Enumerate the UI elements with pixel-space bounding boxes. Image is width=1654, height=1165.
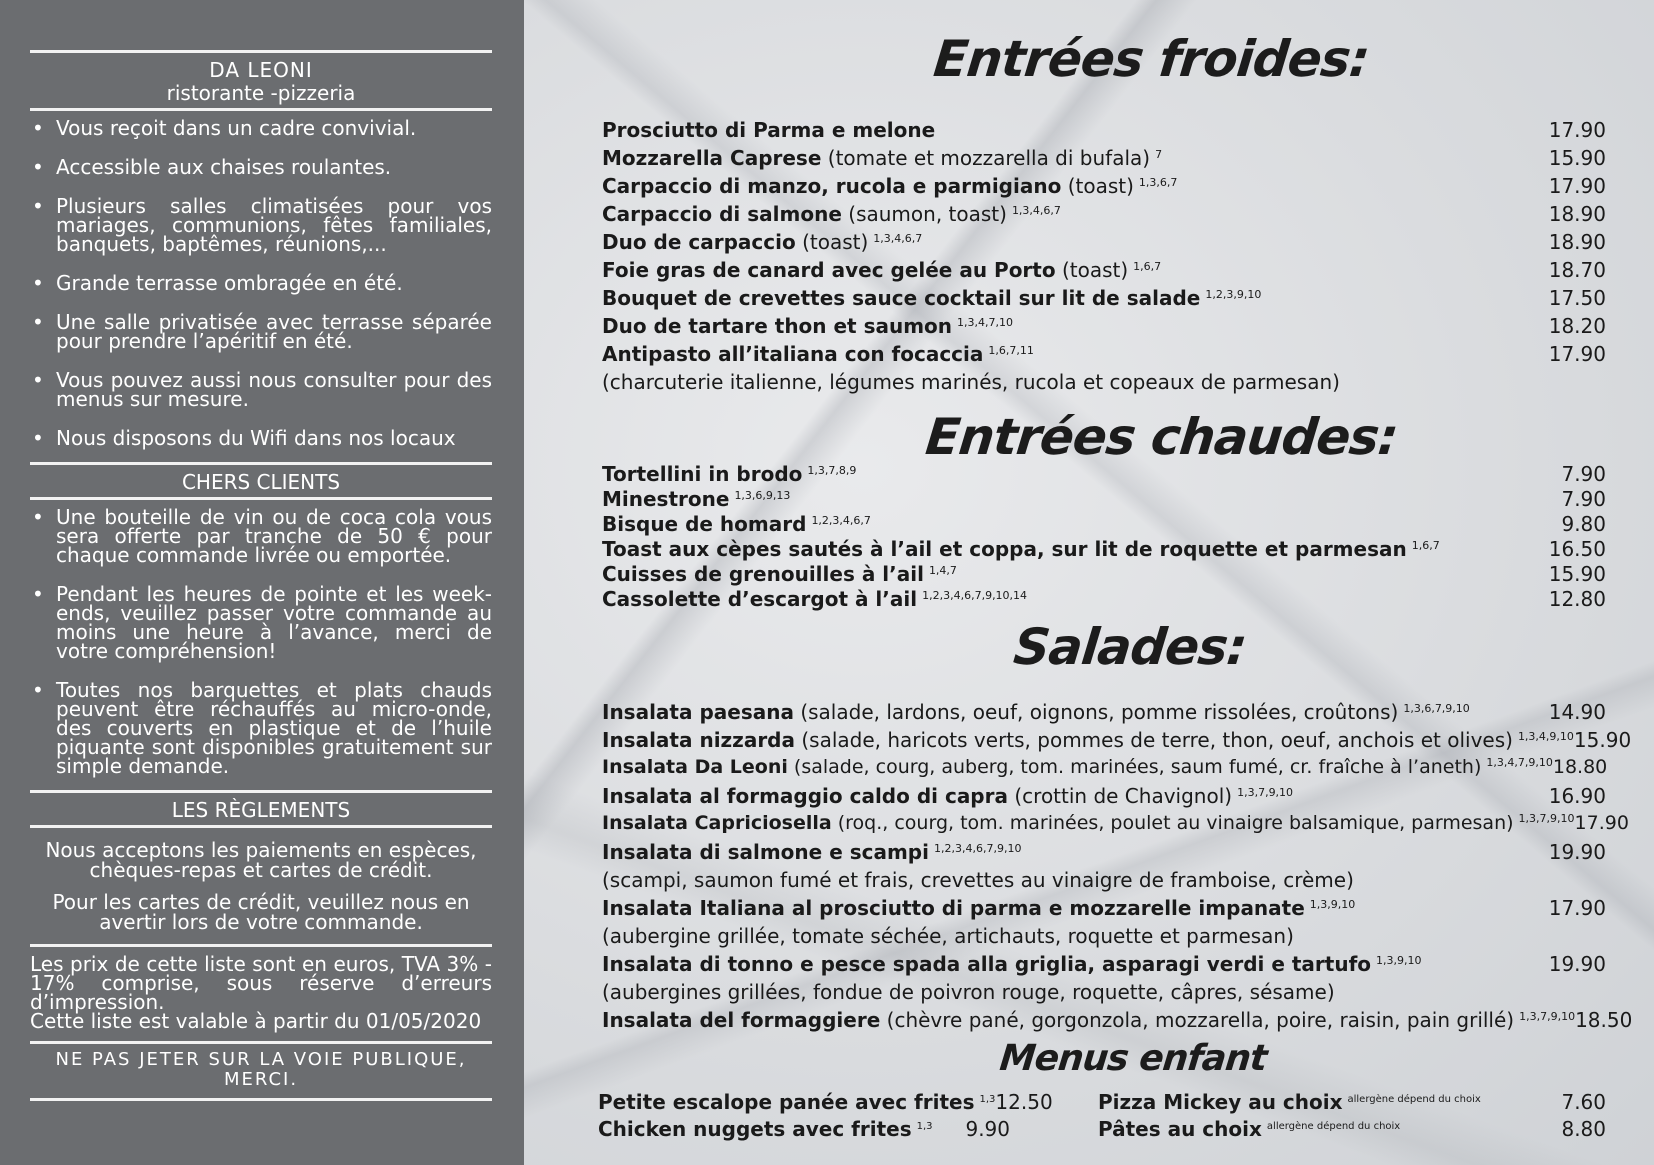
item-desc: (roq., courg, tom. marinées, poulet au vinaigre balsamique, parmesan) xyxy=(837,812,1514,834)
allergens: 1,3,9,10 xyxy=(1309,898,1356,911)
item-price: 15.90 xyxy=(1548,146,1606,170)
item-name: Cassolette d’escargot à l’ail xyxy=(602,587,918,611)
item-price: 7.90 xyxy=(1561,462,1606,486)
item-name: Insalata paesana xyxy=(602,700,794,724)
allergens: 1,3,7,9,10 xyxy=(1519,1010,1576,1023)
menu-item xyxy=(602,342,1606,366)
item-price: 18.20 xyxy=(1548,314,1606,338)
item-name: Carpaccio di salmone xyxy=(602,202,842,226)
menu-item xyxy=(602,784,1606,808)
item-note: (scampi, saumon fumé et frais, crevettes au vinaigre de framboise, crème) xyxy=(602,868,1354,892)
list-item: • Toutes nos barquettes et plats chauds peuvent être réchauffés au micro-onde, des couverts en plastique et de l’huile piquante sont disponibles gratuitement sur simple demande. xyxy=(30,681,492,776)
menu-item xyxy=(602,314,1606,338)
clients-title: CHERS CLIENTS xyxy=(181,470,341,494)
list-item: • Accessible aux chaises roulantes. xyxy=(30,158,492,177)
item-desc: (salade, haricots verts, pommes de terre, thon, oeuf, anchois et olives) xyxy=(801,728,1513,752)
allergens: allergène dépend du choix xyxy=(1266,1121,1401,1132)
menu-item xyxy=(602,756,1606,778)
item-name: Pizza Mickey au choix xyxy=(1098,1090,1343,1114)
allergens: 1,3,7,9,10 xyxy=(1237,786,1294,799)
allergens: 1,3,4,7,9,10 xyxy=(1486,756,1553,769)
allergens: 1,3,4,6,7 xyxy=(873,232,923,245)
allergens: 1,3,7,9,10 xyxy=(1518,812,1575,825)
rules-title: LES RÈGLEMENTS xyxy=(171,798,351,822)
item-price: 19.90 xyxy=(1548,952,1606,976)
item-price: 18.70 xyxy=(1548,258,1606,282)
allergens: 1,2,3,9,10 xyxy=(1205,288,1262,301)
item-price: 17.50 xyxy=(1548,286,1606,310)
item-name: Bisque de homard xyxy=(602,512,807,536)
allergens: 1,6,7,11 xyxy=(988,344,1034,357)
menu-item xyxy=(602,258,1606,282)
allergens: allergène dépend du choix xyxy=(1347,1094,1481,1105)
item-name: Insalata al formaggio caldo di capra xyxy=(602,784,1008,808)
item-desc: (salade, courg, auberg, tom. marinées, saum fumé, cr. fraîche à l’aneth) xyxy=(793,756,1482,778)
item-name: Prosciutto di Parma e melone xyxy=(602,118,936,142)
list-item: • Une bouteille de vin ou de coca cola vous sera offerte par tranche de 50 € pour chaque commande livrée ou emportée. xyxy=(30,508,492,565)
item-price: 18.50 xyxy=(1575,1008,1633,1032)
list-item: • Vous reçoit dans un cadre convivial. xyxy=(30,119,492,138)
divider xyxy=(30,1098,492,1101)
list-item: • Une salle privatisée avec terrasse séparée pour prendre l’apéritif en été. xyxy=(30,313,492,351)
menu-item xyxy=(602,146,1606,170)
notice: NE PAS JETER SUR LA VOIE PUBLIQUE, MERCI. xyxy=(55,1049,467,1090)
item-price: 14.90 xyxy=(1548,700,1606,724)
item-name: Insalata Da Leoni xyxy=(602,756,788,778)
prices-note xyxy=(30,947,492,1041)
allergens: 1,2,3,4,6,7,9,10 xyxy=(933,842,1022,855)
menu-item xyxy=(602,118,1606,142)
item-name: Duo de carpaccio xyxy=(602,230,796,254)
list-item: • Nous disposons du Wifi dans nos locaux xyxy=(30,429,492,448)
item-price: 18.80 xyxy=(1552,756,1608,778)
item-desc: (toast) xyxy=(1067,174,1134,198)
menu-item xyxy=(602,1008,1633,1032)
item-name: Foie gras de canard avec gelée au Porto xyxy=(602,258,1056,282)
heading-salads: Salades: xyxy=(1010,618,1250,676)
credit-card-note: Pour les cartes de crédit, veuillez nous en avertir lors de votre commande. xyxy=(52,890,470,934)
allergens: 1,3,6,7,9,10 xyxy=(1403,702,1470,715)
menu-panel xyxy=(524,0,1654,1165)
allergens: 1,3 xyxy=(916,1121,933,1132)
item-price: 17.90 xyxy=(1548,342,1606,366)
payment-note: Nous acceptons les paiements en espèces, chèques-repas et cartes de crédit. xyxy=(45,838,477,882)
kids-item xyxy=(1098,1090,1606,1114)
item-desc: (tomate et mozzarella di bufala) xyxy=(827,146,1151,170)
menu-item xyxy=(602,174,1606,198)
kids-item xyxy=(598,1117,1010,1141)
clients-list xyxy=(30,500,492,790)
item-name: Mozzarella Caprese xyxy=(602,146,822,170)
item-price: 15.90 xyxy=(1548,562,1606,586)
item-desc: (saumon, toast) xyxy=(848,202,1007,226)
item-name: Insalata di tonno e pesce spada alla griglia, asparagi verdi e tartufo xyxy=(602,952,1372,976)
item-price: 18.90 xyxy=(1548,230,1606,254)
allergens: 1,3,7,8,9 xyxy=(807,464,857,477)
menu-item xyxy=(602,700,1606,724)
allergens: 1,2,3,4,6,7,9,10,14 xyxy=(922,589,1028,602)
item-price: 18.90 xyxy=(1548,202,1606,226)
kids-item xyxy=(598,1090,1053,1114)
restaurant-subtitle: ristorante -pizzeria xyxy=(166,81,356,105)
item-note: (charcuterie italienne, légumes marinés, rucola et copeaux de parmesan) xyxy=(602,370,1340,394)
item-price: 17.90 xyxy=(1548,896,1606,920)
list-item: • Plusieurs salles climatisées pour vos mariages, communions, fêtes familiales, banquets, baptêmes, réunions,... xyxy=(30,197,492,254)
allergens: 7 xyxy=(1155,148,1163,161)
item-price: 12.50 xyxy=(995,1090,1053,1114)
menu-item xyxy=(602,812,1629,834)
item-price: 17.90 xyxy=(1548,118,1606,142)
item-desc: (toast) xyxy=(802,230,869,254)
allergens: 1,3,6,9,13 xyxy=(734,489,791,502)
valid-note: Cette liste est valable à partir du 01/05/2020 xyxy=(30,1009,482,1033)
item-name: Insalata nizzarda xyxy=(602,728,795,752)
info-panel xyxy=(0,0,524,1165)
features-list xyxy=(30,111,492,462)
item-name: Minestrone xyxy=(602,487,730,511)
item-price: 17.90 xyxy=(1548,174,1606,198)
item-name: Cuisses de grenouilles à l’ail xyxy=(602,562,924,586)
menu-item xyxy=(602,562,1606,586)
menu-item xyxy=(602,728,1632,752)
menu-item xyxy=(602,840,1606,864)
heading-cold: Entrées froides: xyxy=(930,30,1372,88)
menu-item xyxy=(602,230,1606,254)
menu-item xyxy=(602,286,1606,310)
prices-note-text: Les prix de cette liste sont en euros, TVA 3% - 17% comprise, sous réserve d’erreurs d’impression. xyxy=(30,952,492,1014)
divider xyxy=(30,825,492,828)
item-name: Insalata del formaggiere xyxy=(602,1008,881,1032)
allergens: 1,6,7 xyxy=(1411,539,1440,552)
item-name: Duo de tartare thon et saumon xyxy=(602,314,953,338)
item-price: 7.90 xyxy=(1561,487,1606,511)
item-name: Bouquet de crevettes sauce cocktail sur lit de salade xyxy=(602,286,1201,310)
menu-item xyxy=(602,462,1606,486)
menu-item xyxy=(602,512,1606,536)
item-price: 15.90 xyxy=(1573,728,1632,752)
allergens: 1,3,6,7 xyxy=(1138,176,1178,189)
item-note: (aubergine grillée, tomate séchée, artichauts, roquette et parmesan) xyxy=(602,924,1294,948)
allergens: 1,3,4,7,10 xyxy=(957,316,1014,329)
item-desc: (crottin de Chavignol) xyxy=(1014,784,1233,808)
kids-item xyxy=(1098,1117,1606,1141)
item-name: Carpaccio di manzo, rucola e parmigiano xyxy=(602,174,1062,198)
allergens: 1,3,4,9,10 xyxy=(1517,730,1574,743)
item-price: 16.50 xyxy=(1548,537,1606,561)
item-name: Insalata Capriciosella xyxy=(602,812,832,834)
menu-item xyxy=(602,896,1606,920)
item-name: Petite escalope panée avec frites xyxy=(598,1090,975,1114)
allergens: 1,3,4,6,7 xyxy=(1011,204,1061,217)
item-desc: (chèvre pané, gorgonzola, mozzarella, poire, raisin, pain grillé) xyxy=(886,1008,1515,1032)
menu-item xyxy=(602,202,1606,226)
item-price: 9.90 xyxy=(965,1117,1010,1141)
item-price: 17.90 xyxy=(1574,812,1629,834)
item-name: Insalata Italiana al prosciutto di parma e mozzarelle impanate xyxy=(602,896,1305,920)
item-price: 7.60 xyxy=(1561,1090,1606,1114)
item-price: 8.80 xyxy=(1561,1117,1606,1141)
item-name: Tortellini in brodo xyxy=(602,462,803,486)
item-note: (aubergines grillées, fondue de poivron rouge, roquette, câpres, sésame) xyxy=(602,980,1335,1004)
menu-item xyxy=(602,487,1606,511)
menu-item xyxy=(602,952,1606,976)
allergens: 1,4,7 xyxy=(928,564,957,577)
item-desc: (toast) xyxy=(1061,258,1129,282)
item-price: 12.80 xyxy=(1548,587,1606,611)
item-name: Antipasto all’italiana con focaccia xyxy=(602,342,984,366)
item-price: 9.80 xyxy=(1561,512,1606,536)
allergens: 1,3,9,10 xyxy=(1376,954,1422,967)
allergens: 1,6,7 xyxy=(1133,260,1162,273)
item-name: Pâtes au choix xyxy=(1098,1117,1262,1141)
menu-item xyxy=(602,587,1606,611)
restaurant-name: DA LEONI xyxy=(209,58,313,82)
item-name: Insalata di salmone e scampi xyxy=(602,840,929,864)
item-name: Chicken nuggets avec frites xyxy=(598,1117,912,1141)
list-item: • Grande terrasse ombragée en été. xyxy=(30,274,492,293)
heading-hot: Entrées chaudes: xyxy=(922,408,1401,466)
list-item: • Vous pouvez aussi nous consulter pour des menus sur mesure. xyxy=(30,371,492,409)
menu-item xyxy=(602,537,1606,561)
list-item: • Pendant les heures de pointe et les week-ends, veuillez passer votre commande au moins une heure à l’avance, merci de votre compréhension! xyxy=(30,585,492,661)
allergens: 1,2,3,4,6,7 xyxy=(811,514,871,527)
item-desc: (salade, lardons, oeuf, oignons, pomme rissolées, croûtons) xyxy=(800,700,1399,724)
heading-kids: Menus enfant xyxy=(997,1038,1269,1079)
item-price: 19.90 xyxy=(1548,840,1606,864)
item-price: 16.90 xyxy=(1548,784,1606,808)
item-name: Toast aux cèpes sautés à l’ail et coppa, sur lit de roquette et parmesan xyxy=(602,537,1407,561)
allergens: 1,3 xyxy=(979,1094,996,1105)
